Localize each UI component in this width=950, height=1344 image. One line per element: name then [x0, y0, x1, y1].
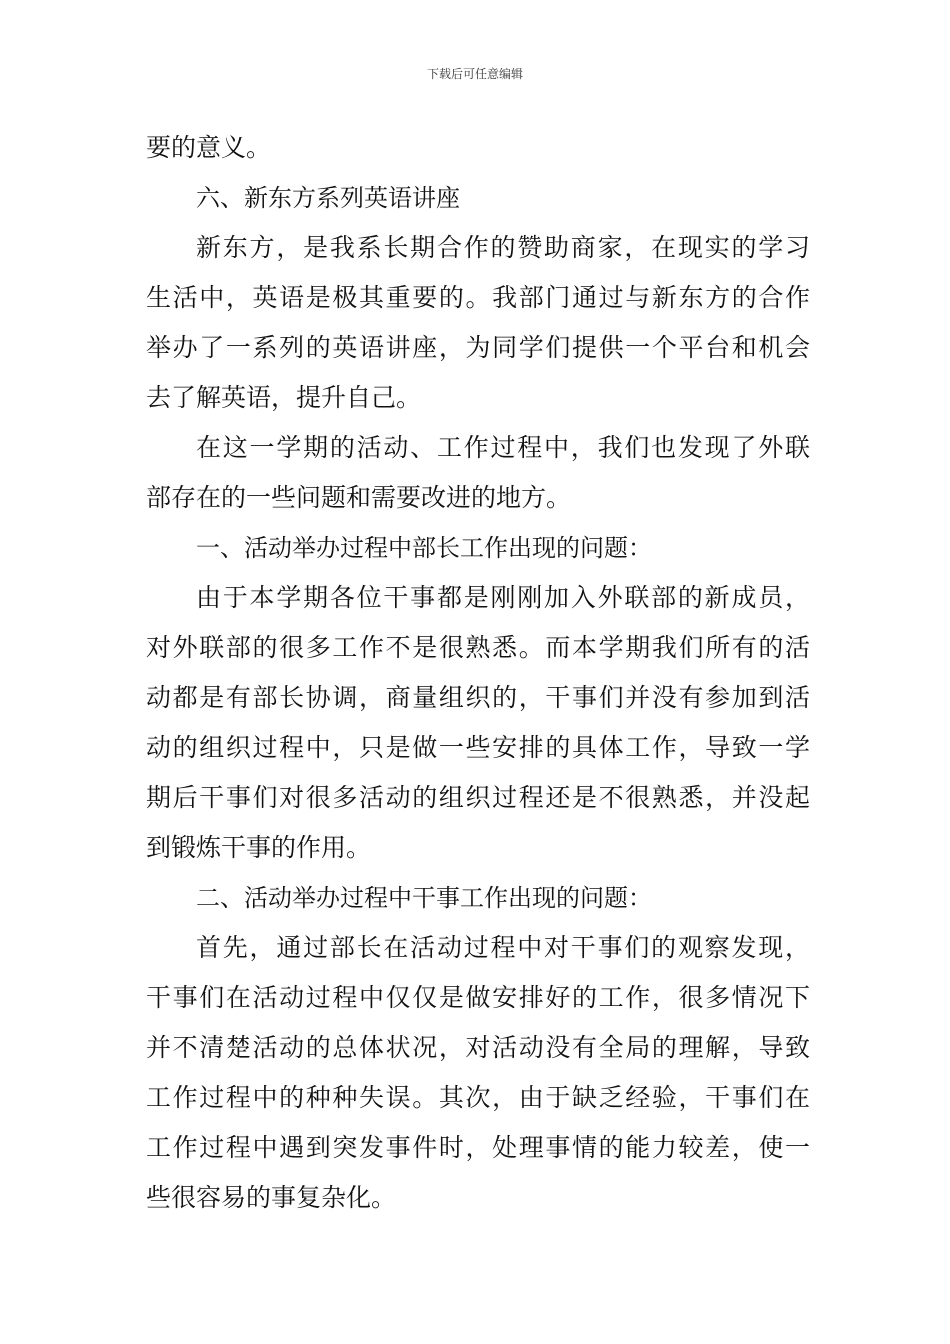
paragraph-line: 对外联部的很多工作不是很熟悉。而本学期我们所有的活	[146, 633, 810, 662]
paragraph-line: 干事们在活动过程中仅仅是做安排好的工作，很多情况下	[146, 983, 810, 1012]
paragraph-line: 部存在的一些问题和需要改进的地方。	[146, 483, 572, 512]
paragraph-line: 到锻炼干事的作用。	[146, 833, 372, 862]
paragraph-line: 动都是有部长协调，商量组织的，干事们并没有参加到活	[146, 683, 810, 712]
paragraph-line: 举办了一系列的英语讲座，为同学们提供一个平台和机会	[146, 333, 810, 362]
paragraph-line: 首先，通过部长在活动过程中对干事们的观察发现，	[196, 933, 810, 962]
paragraph-line: 些很容易的事复杂化。	[146, 1183, 397, 1212]
paragraph-line: 要的意义。	[146, 133, 272, 162]
section-heading: 二、活动举办过程中干事工作出现的问题：	[196, 884, 652, 912]
paragraph-line: 动的组织过程中，只是做一些安排的具体工作，导致一学	[146, 733, 810, 762]
paragraph-line: 去了解英语，提升自己。	[146, 383, 422, 412]
section-heading: 一、活动举办过程中部长工作出现的问题：	[196, 534, 652, 562]
paragraph-line: 生活中，英语是极其重要的。我部门通过与新东方的合作	[146, 283, 810, 312]
paragraph-line: 期后干事们对很多活动的组织过程还是不很熟悉，并没起	[146, 783, 810, 812]
paragraph-line: 由于本学期各位干事都是刚刚加入外联部的新成员，	[196, 583, 810, 612]
paragraph-line: 并不清楚活动的总体状况，对活动没有全局的理解，导致	[146, 1033, 810, 1062]
section-heading: 六、新东方系列英语讲座	[196, 184, 460, 212]
paragraph-line: 新东方，是我系长期合作的赞助商家，在现实的学习	[196, 233, 810, 262]
paragraph-line: 工作过程中遇到突发事件时，处理事情的能力较差，使一	[146, 1133, 810, 1162]
paragraph-line: 工作过程中的种种失误。其次，由于缺乏经验，干事们在	[146, 1083, 810, 1112]
paragraph-line: 在这一学期的活动、工作过程中，我们也发现了外联	[196, 433, 810, 462]
page-header: 下载后可任意编辑	[426, 67, 523, 81]
body-text	[146, 123, 810, 1223]
